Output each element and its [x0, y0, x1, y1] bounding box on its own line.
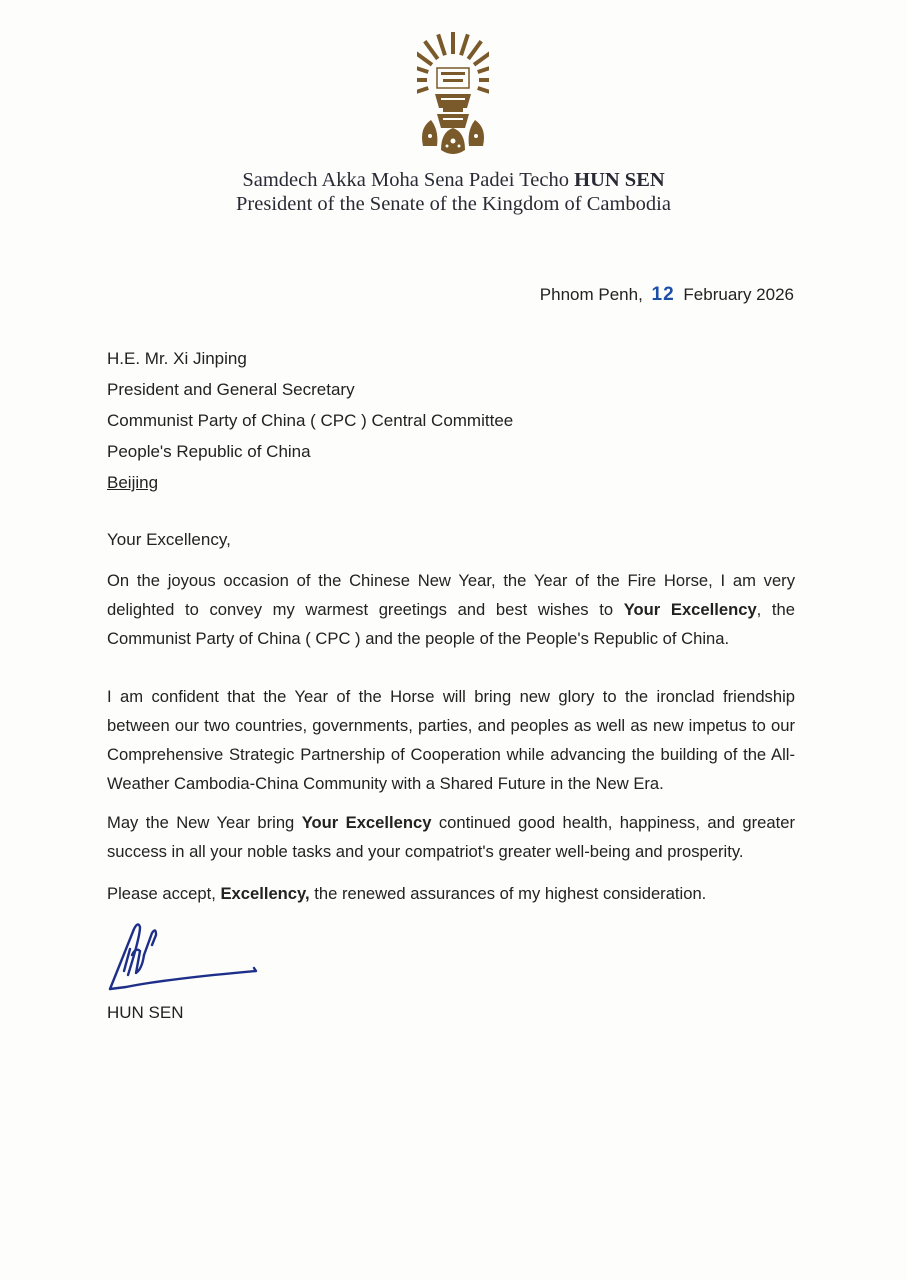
signer-name: HUN SEN	[107, 1003, 184, 1022]
sender-name: HUN SEN	[574, 169, 665, 191]
paragraph-wishes	[107, 808, 795, 866]
recipient-organization: Communist Party of China ( CPC ) Central Committee	[107, 411, 514, 430]
date-place: Phnom Penh,	[539, 285, 643, 304]
sender-title-line	[0, 168, 907, 192]
date-month-year: February 2026	[683, 285, 794, 304]
paragraph-friendship: I am confident that the Year of the Horse will bring new glory to the ironclad friendship between our two countries, governments, parties, and peoples as well as new impetus to our Comprehensive Strategic Partnership of Cooperation while advancing the building of the All-Weather Cambodia-China Community with a Shared Future in the New Era.	[107, 687, 795, 793]
royal-emblem-icon	[417, 28, 489, 160]
p3-text-a: May the New Year bring	[107, 813, 302, 832]
p4-text-b: the renewed assurances of my highest consideration.	[309, 884, 707, 903]
salutation: Your Excellency,	[107, 530, 231, 549]
p3-text-b: continued good health, happiness, and greater success in all your noble tasks and your compatriot's greater well-being and prosperity.	[107, 813, 795, 861]
sender-office: President of the Senate of the Kingdom of Cambodia	[236, 193, 671, 215]
paragraph-closing	[107, 879, 795, 908]
p1-text-a: On the joyous occasion of the Chinese New Year, the Year of the Fire Horse, I am very delighted to convey my warmest greetings and best wishes to	[107, 571, 795, 619]
p4-emphasis: Excellency,	[220, 884, 310, 903]
p4-text-a: Please accept,	[107, 884, 221, 903]
date-day: 12	[651, 284, 675, 305]
signature-icon	[106, 915, 266, 995]
letterhead	[0, 168, 907, 216]
recipient-city: Beijing	[107, 473, 159, 492]
dateline	[540, 284, 794, 306]
recipient-name: H.E. Mr. Xi Jinping	[107, 349, 247, 368]
recipient-address	[107, 343, 513, 498]
recipient-title: President and General Secretary	[107, 380, 355, 399]
recipient-country: People's Republic of China	[107, 442, 311, 461]
p1-text-b: , the Communist Party of China ( CPC ) and the people of the People's Republic of China.	[107, 600, 795, 648]
sender-honorific: Samdech Akka Moha Sena Padei Techo	[242, 169, 575, 191]
p1-emphasis: Your Excellency	[623, 600, 757, 619]
p3-emphasis: Your Excellency	[301, 813, 432, 832]
paragraph-greeting	[107, 566, 795, 653]
